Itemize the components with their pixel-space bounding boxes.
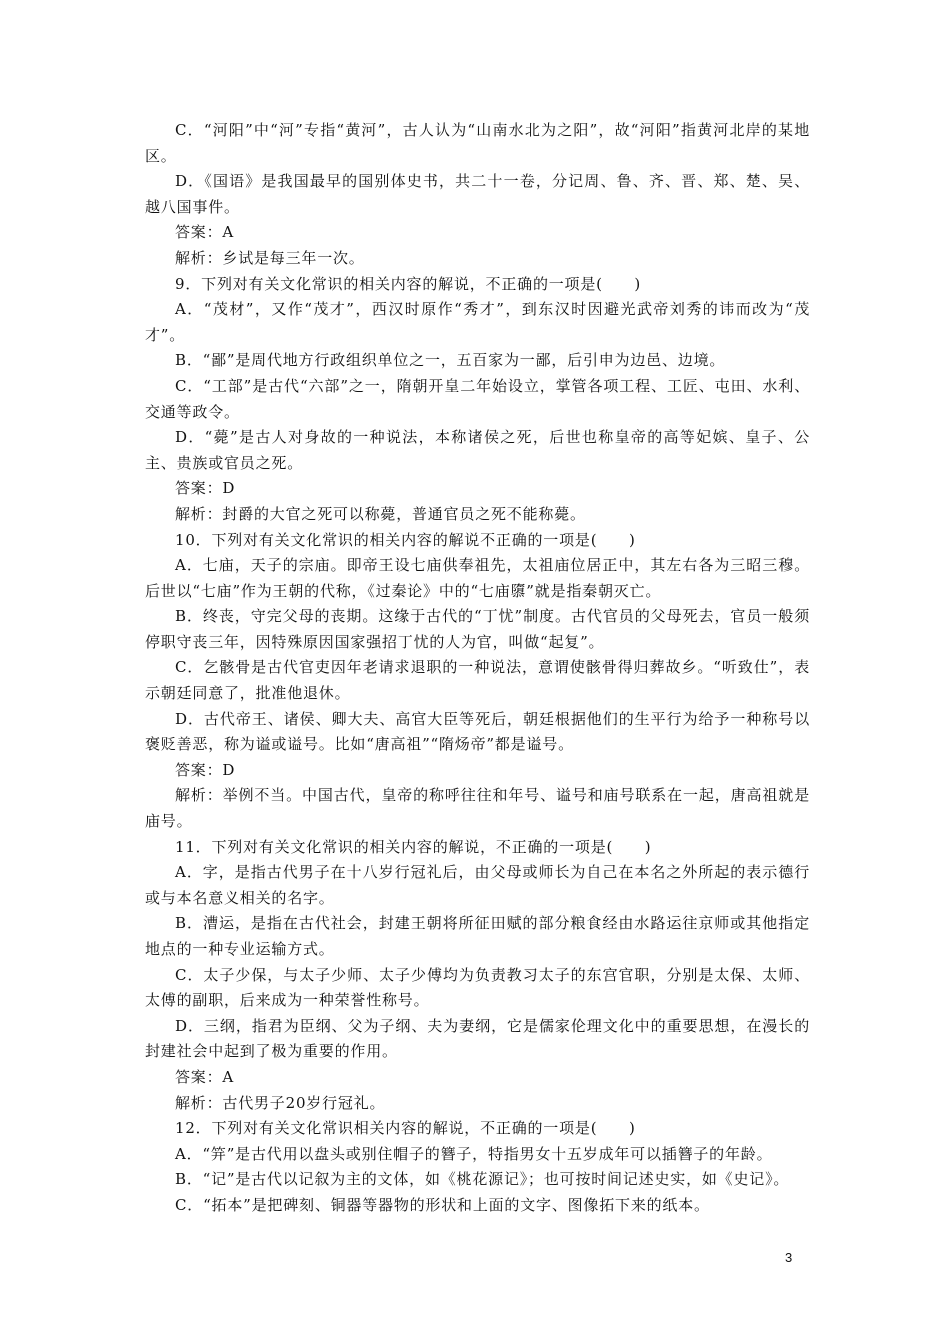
paragraph-11d: D．三纲，指君为臣纲、父为子纲、夫为妻纲，它是儒家伦理文化中的重要思想，在漫长的封建社会中起到了极为重要的作用。 — [145, 1016, 810, 1061]
paragraph-12b: B．“记”是古代以记叙为主的文体，如《桃花源记》；也可按时间记述史实，如《史记》。 — [175, 1170, 790, 1189]
explanation-8: 解析：乡试是每三年一次。 — [175, 248, 365, 267]
paragraph-9d: D．“薨”是古人对身故的一种说法，本称诸侯之死，后世也称皇帝的高等妃嫔、皇子、公主、贵族或官员之死。 — [145, 428, 810, 472]
paragraph-11c: C．太子少保，与太子少师、太子少傅均为负责教习太子的东宫官职，分别是太保、太师、太傅的副职，后来成为一种荣誉性称号。 — [145, 965, 810, 1010]
question-9: 9．下列对有关文化常识的相关内容的解说，不正确的一项是( ) — [175, 274, 642, 293]
answer-8: 答案：A — [175, 223, 235, 242]
paragraph-9a: A．“茂材”，又作“茂才”，西汉时原作“秀才”，到东汉时因避光武帝刘秀的讳而改为“茂才”。 — [145, 300, 810, 344]
paragraph-8d: D．《国语》是我国最早的国别体史书，共二十一卷，分记周、鲁、齐、晋、郑、楚、吴、越八国事件。 — [145, 172, 810, 216]
paragraph-9c: C．“工部”是古代“六部”之一，隋朝开皇二年始设立，掌管各项工程、工匠、屯田、水利、交通等政令。 — [145, 376, 810, 421]
answer-11: 答案：A — [175, 1067, 235, 1086]
paragraph-10a: A．七庙，天子的宗庙。即帝王设七庙供奉祖先，太祖庙位居正中，其左右各为三昭三穆。后世以“七庙”作为王朝的代称，《过秦论》中的“七庙隳”就是指秦朝灭亡。 — [145, 556, 810, 600]
page-number: 3 — [785, 1250, 793, 1265]
answer-9: 答案：D — [175, 479, 236, 498]
paragraph-10c: C．乞骸骨是古代官吏因年老请求退职的一种说法，意谓使骸骨得归葬故乡。“听致仕”，表示朝廷同意了，批准他退休。 — [145, 658, 810, 703]
paragraph-10d: D．古代帝王、诸侯、卿大夫、高官大臣等死后，朝廷根据他们的生平行为给予一种称号以褒贬善恶，称为谥或谥号。比如“唐高祖”“隋炀帝”都是谥号。 — [145, 709, 810, 754]
explanation-11: 解析：古代男子20岁行冠礼。 — [175, 1093, 386, 1112]
paragraph-11b: B．漕运，是指在古代社会，封建王朝将所征田赋的部分粮食经由水路运往京师或其他指定地点的一种专业运输方式。 — [145, 914, 810, 958]
explanation-10: 解析：举例不当。中国古代，皇帝的称呼往往和年号、谥号和庙号联系在一起，唐高祖就是庙号。 — [145, 786, 810, 831]
paragraph-10b: B．终丧，守完父母的丧期。这缘于古代的“丁忧”制度。古代官员的父母死去，官员一般须停职守丧三年，因特殊原因国家强招丁忧的人为官，叫做“起复”。 — [145, 607, 810, 651]
question-11: 11．下列对有关文化常识的相关内容的解说，不正确的一项是( ) — [175, 837, 652, 856]
explanation-9: 解析：封爵的大官之死可以称薨，普通官员之死不能称薨。 — [175, 504, 586, 523]
paragraph-12c: C．“拓本”是把碑刻、铜器等器物的形状和上面的文字、图像拓下来的纸本。 — [175, 1195, 710, 1214]
question-10: 10．下列对有关文化常识的相关内容的解说不正确的一项是( ) — [175, 530, 636, 549]
paragraph-12a: A．“笄”是古代用以盘头或别住帽子的簪子，特指男女十五岁成年可以插簪子的年龄。 — [175, 1144, 773, 1163]
answer-10: 答案：D — [175, 760, 236, 779]
question-12: 12．下列对有关文化常识相关内容的解说，不正确的一项是( ) — [175, 1119, 636, 1138]
document-body — [145, 118, 810, 1219]
paragraph-8c: C．“河阳”中“河”专指“黄河”，古人认为“山南水北为之阳”，故“河阳”指黄河北岸的某地区。 — [145, 121, 810, 165]
paragraph-9b: B．“鄙”是周代地方行政组织单位之一，五百家为一鄙，后引申为边邑、边境。 — [175, 351, 726, 370]
paragraph-11a: A．字，是指古代男子在十八岁行冠礼后，由父母或师长为自己在本名之外所起的表示德行或与本名意义相关的名字。 — [145, 863, 810, 907]
